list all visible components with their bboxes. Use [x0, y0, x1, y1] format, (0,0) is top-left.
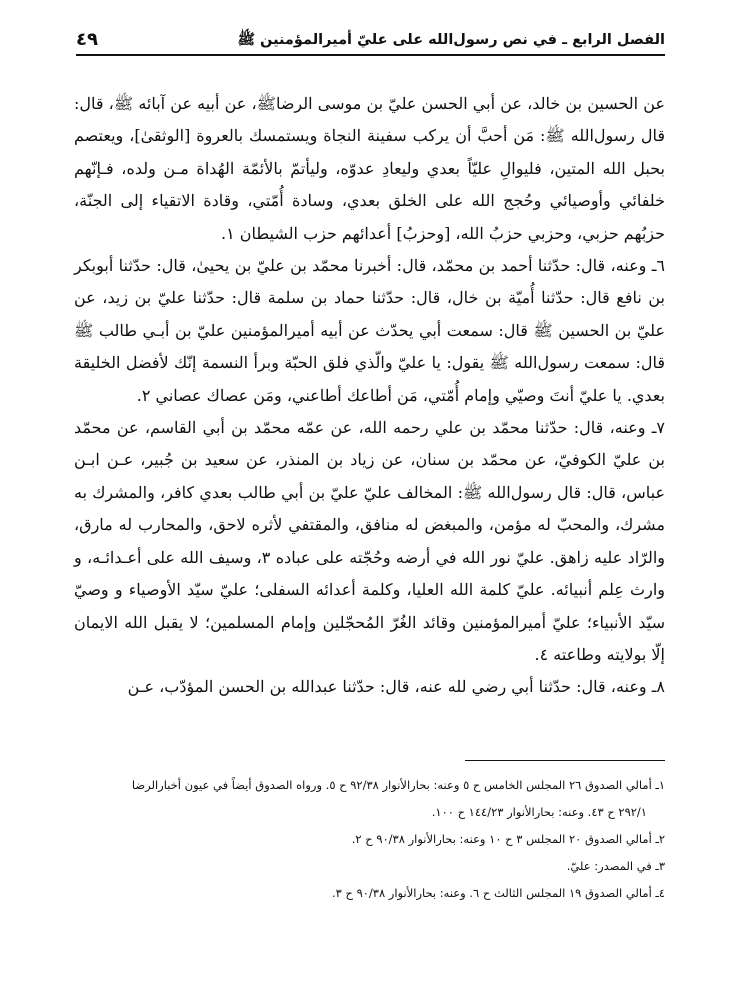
paragraph-hadith-7: ٧ـ وعنه، قال: حدّثنا محمّد بن علي رحمه الله، عن عمّه محمّد بن أبي القاسم، عن محمّد بن عليّ الكوفيّ، عن محمّد بن سنان، عن زياد بن المنذر، عن سعيد بن جُبير، عـن ابـن عباس، قال: قال رسول‌الله ﷺ: المخالف عليّ عليّ بن أبي طالب بعدي كافر، والمشرك به مشرك، والمحبّ له مؤمن، والمبغض له منافق، والمقتفي لأثره لاحق، والمحارب له مارق، والرّاد عليه زاهق. عليّ نور الله في أرضه وحُجّته على عباده ٣، وسيف الله على أعـدائـه، و وارث عِلم أنبيائه. عليّ كلمة الله العليا، وكلمة أعدائه السفلى؛ عليّ سيّد الأوصياء و وصيّ سيّد الأنبياء؛ عليّ أميرالمؤمنين وقائد الغُرّ المُحجّلين وإمام المسلمين؛ لا يقبل الله الايمان إلّا بولايته وطاعته ٤.	[74, 418, 666, 664]
footnote-1: ١ـ أمالي الصدوق ٢٦ المجلس الخامس ح ٥ وعنه: بحارالأنوار ٩٢/٣٨ ح ٥. ورواه الصدوق أيضاً في عيون أخبارالرضا	[131, 778, 665, 792]
paragraph-hadith-5: عن الحسين بن خالد، عن أبي الحسن عليّ بن موسى الرضاﷺ، عن أبيه عن آبائه ﷺ، قال: قال رسول‌الله ﷺ: مَن أحبَّ أن يركب سفينة النجاة ويستمسك بالعروة [الوثقىٰ]، ويعتصم بحبل الله المتين، فليوالِ عليّاً بعدي وليعادِ عدوّه، وليأتمّ بالأئمّة الهُداة مـن ولده، فـإنّهم خلفائي وأوصيائي وحُجج الله على الخلق بعدي، وسادة أُمّتي، وقادة الاتقياء إلى الجنّة، حزبُهم حزبي، وحزبي حزبُ الله، [وحزبُ] أعدائهم حزب الشيطان ١.	[74, 94, 665, 243]
footnote-4: ٤ـ أمالي الصدوق ١٩ المجلس الثالث ح ٦. وعنه: بحارالأنوار ٩٠/٣٨ ح ٣.	[331, 886, 665, 900]
footnote-3: ٣ـ في المصدر: عليّ.	[566, 859, 665, 873]
running-header	[76, 20, 665, 56]
main-text	[74, 88, 665, 704]
page-number: ٤٩	[76, 29, 98, 50]
footnote-2: ٢ـ أمالي الصدوق ٢٠ المجلس ٣ ح ١٠ وعنه: بحارالأنوار ٩٠/٣٨ ح ٢.	[351, 832, 665, 846]
paragraph-hadith-6: ٦ـ وعنه، قال: حدّثنا أحمد بن محمّد، قال: أخبرنا محمّد بن عليّ بن يحيىٰ، قال: حدّثنا أبوبكر بن نافع قال: حدّثنا أُميّة بن خال، قال: حدّثنا حماد بن سلمة قال: حدّثنا عليّ بن زيد، عن عليّ بن الحسين ﷺ قال: سمعت أبي يحدّث عن أبيه أميرالمؤمنين عليّ بن أبـي طالب ﷺ قال: سمعت رسول‌الله ﷺ يقول: يا عليّ والّذي فلق الحبّة وبرأ النسمة إنّك لأفضل الخليقة بعدي. يا عليّ أنتَ وصيّي وإمام أُمّتي، مَن أطاعك أطاعني، ومَن عصاك عصاني ٢.	[74, 256, 665, 405]
chapter-title: الفصل الرابع ـ في نص رسول‌الله على عليّ أميرالمؤمنين ﷺ	[237, 32, 665, 48]
footnote-1-continued: ٢٩٢/١ ح ٤٣. وعنه: بحارالأنوار ١٤٤/٢٣ ح ١٠٠.	[431, 805, 647, 819]
paragraph-hadith-8: ٨ـ وعنه، قال: حدّثنا أبي رضي لله عنه، قال: حدّثنا عبدالله بن الحسن المؤدّب، عـن	[127, 677, 665, 697]
footnote-divider	[465, 760, 665, 761]
footnotes	[74, 772, 665, 907]
